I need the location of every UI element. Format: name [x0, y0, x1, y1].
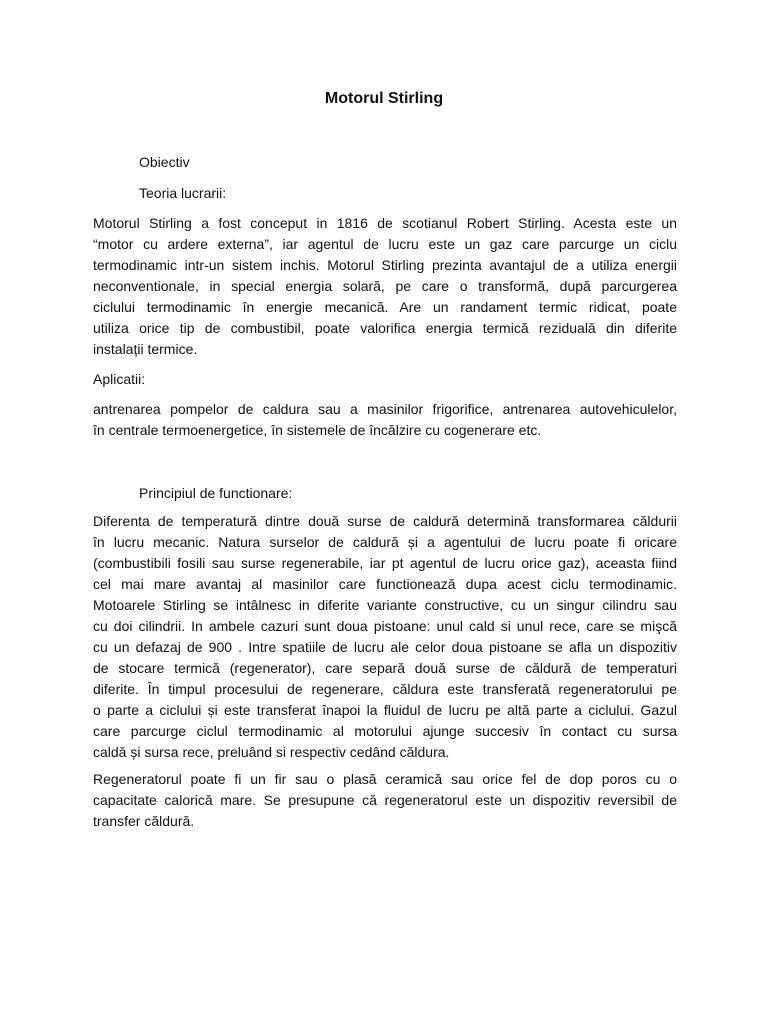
paragraph-line: în lucru mecanic. Natura surselor de caldură și a agentului de lucru poate fi oricare: [93, 534, 677, 550]
paragraph-regenerator: [93, 769, 677, 832]
paragraph-intro: [93, 213, 677, 360]
heading-aplicatii: Aplicatii:: [93, 371, 146, 387]
paragraph-line: capacitate calorică mare. Se presupune că regeneratorul este un dispozitiv reversibil de: [93, 792, 677, 808]
heading-obiectiv: Obiectiv: [139, 154, 190, 170]
paragraph-line: transfer căldură.: [93, 813, 195, 829]
paragraph-line: neconventionale, in special energia solară, pe care o transformă, după parcurgerea: [93, 278, 677, 294]
paragraph-line: utiliza orice tip de combustibil, poate valorifica energia termică reziduală din diferite: [93, 320, 677, 336]
paragraph-line: diferite. În timpul procesului de regenerare, căldura este transferată regeneratorului pe: [93, 681, 677, 697]
paragraph-line: care parcurge ciclul termodinamic al motorului ajunge succesiv în contact cu sursa: [93, 723, 677, 739]
paragraph-principiul: [93, 511, 677, 763]
paragraph-line: antrenarea pompelor de caldura sau a masinilor frigorifice, antrenarea autovehiculelor,: [93, 401, 677, 417]
paragraph-line: Motorul Stirling a fost conceput in 1816 de scotianul Robert Stirling. Acesta este un: [93, 215, 677, 231]
paragraph-aplicatii: [93, 399, 677, 441]
paragraph-line: caldă și sursa rece, preluând si respectiv cedând căldura.: [93, 744, 450, 760]
paragraph-line: cu doi cilindrii. In ambele cazuri sunt doua pistoane: unul cald si unul rece, care se mişcă: [93, 618, 677, 634]
paragraph-line: o parte a ciclului și este transferat înapoi la fluidul de lucru pe altă parte a ciclului. Gazul: [93, 702, 677, 718]
paragraph-line: Motoarele Stirling se intâlnesc in diferite variante constructive, cu un singur cilindru sau: [93, 597, 677, 613]
paragraph-line: ciclului termodinamic în energie mecanică. Are un randament termic ridicat, poate: [93, 299, 677, 315]
heading-teoria-lucrarii: Teoria lucrarii:: [139, 185, 227, 201]
paragraph-line: “motor cu ardere externa”, iar agentul de lucru este un gaz care parcurge un ciclu: [93, 236, 677, 252]
paragraph-line: cu un defazaj de 900 . Intre spatiile de lucru ale celor doua pistoane se afla un dispozitiv: [93, 639, 677, 655]
heading-principiul: Principiul de functionare:: [139, 485, 293, 501]
page-title: Motorul Stirling: [324, 90, 444, 107]
paragraph-line: Regeneratorul poate fi un fir sau o plasă ceramică sau orice fel de dop poros cu o: [93, 771, 677, 787]
paragraph-line: cel mai mare avantaj al masinilor care functionează dupa acest ciclu termodinamic.: [93, 576, 677, 592]
paragraph-line: instalații termice.: [93, 341, 198, 357]
paragraph-line: Diferenta de temperatură dintre două surse de caldură determină transformarea căldurii: [93, 513, 677, 529]
paragraph-line: în centrale termoenergetice, în sistemele de încălzire cu cogenerare etc.: [93, 422, 542, 438]
paragraph-line: (combustibili fosili sau surse regenerabile, iar pt agentul de lucru orice gaz), aceasta fiind: [93, 555, 677, 571]
paragraph-line: termodinamic intr-un sistem inchis. Motorul Stirling prezinta avantajul de a utiliza energii: [93, 257, 677, 273]
paragraph-line: de stocare termică (regenerator), care separă două surse de căldură de temperaturi: [93, 660, 677, 676]
